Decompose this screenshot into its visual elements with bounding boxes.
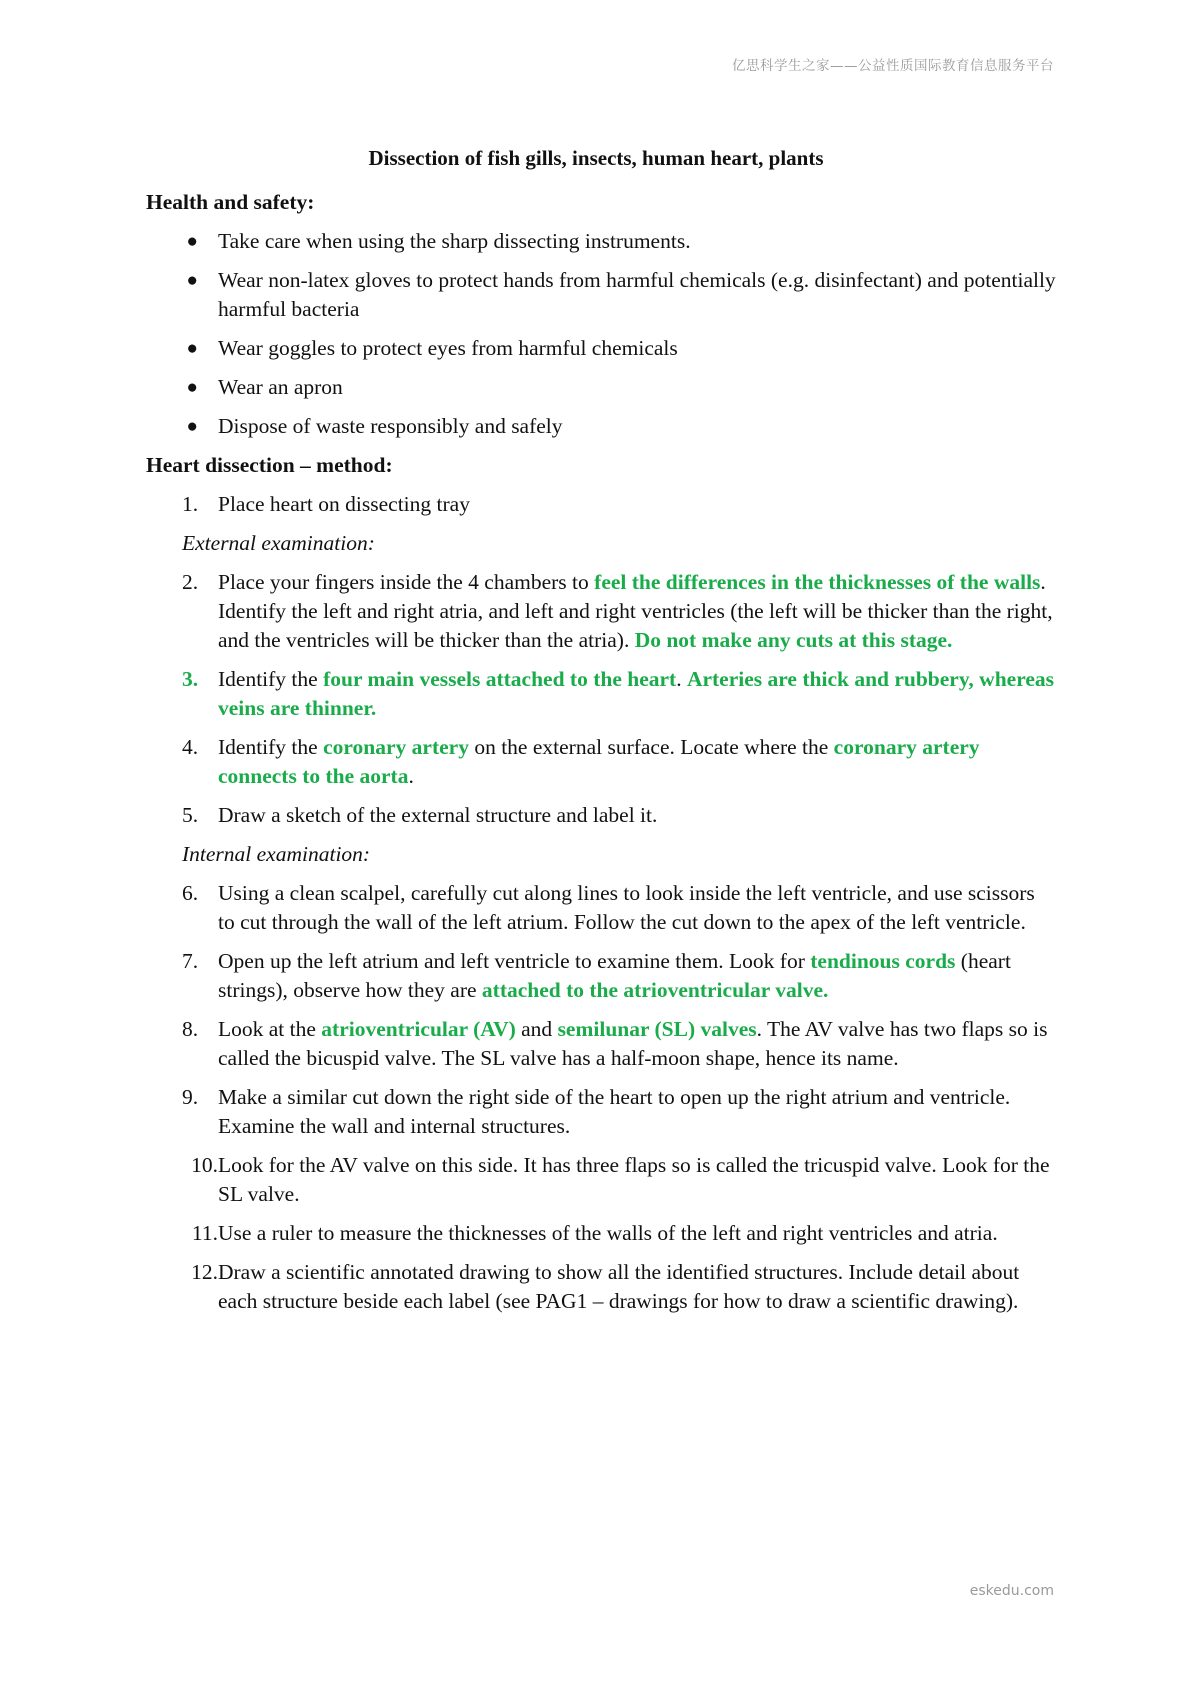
document-body	[146, 182, 1056, 1326]
health-heading: Health and safety:	[146, 190, 315, 214]
step-9: 9. Make a similar cut down the right side of the heart to open up the right atrium and ventricle. Examine the wall and internal structures.	[182, 1085, 1011, 1138]
step-5: 5. Draw a sketch of the external structure and label it.	[182, 803, 658, 827]
step-3: 3. Identify the four main vessels attached to the heart. Arteries are thick and rubbery, whereas veins are thinner.	[182, 667, 1055, 720]
page-header: 亿思科学生之家——公益性质国际教育信息服务平台	[732, 58, 1054, 74]
page-footer: eskedu.com	[969, 1583, 1054, 1599]
external-subheading: External examination:	[182, 531, 375, 555]
step-12: 12. Draw a scientific annotated drawing to show all the identified structures. Include detail about each structure beside each label (see PAG1 – drawings for how to draw a scientific drawing).	[191, 1260, 1020, 1313]
bullet-icon: ●	[186, 377, 198, 398]
step-1: 1. Place heart on dissecting tray	[182, 492, 470, 516]
step-4: 4. Identify the coronary artery on the external surface. Locate where the coronary artery connects to the aorta.	[182, 735, 980, 788]
list-item: ● Dispose of waste responsibly and safely	[146, 412, 1056, 441]
step-10: 10. Look for the AV valve on this side. It has three flaps so is called the tricuspid valve. Look for the SL valve.	[191, 1153, 1050, 1206]
step-8: 8. Look at the atrioventricular (AV) and semilunar (SL) valves. The AV valve has two flaps so is called the bicuspid valve. The SL valve has a half-moon shape, hence its name.	[182, 1017, 1048, 1070]
bullet-icon: ●	[186, 416, 198, 437]
list-item: ● Wear goggles to protect eyes from harmful chemicals	[146, 334, 1056, 363]
step-11: 11. Use a ruler to measure the thicknesses of the walls of the left and right ventricles and atria.	[191, 1221, 998, 1245]
bullet-icon: ●	[186, 338, 198, 359]
list-item: ● Take care when using the sharp dissecting instruments.	[146, 227, 1056, 256]
step-6: 6. Using a clean scalpel, carefully cut along lines to look inside the left ventricle, and use scissors to cut through the wall of the left atrium. Follow the cut down to the apex of the left ventricle.	[182, 881, 1035, 934]
document-title: Dissection of fish gills, insects, human heart, plants	[368, 146, 824, 170]
list-item: ● Wear non-latex gloves to protect hands from harmful chemicals (e.g. disinfectant) and potentially harmful bacteria	[146, 266, 1056, 324]
bullet-icon: ●	[186, 231, 198, 252]
method-heading: Heart dissection – method:	[146, 453, 393, 477]
internal-subheading: Internal examination:	[182, 842, 371, 866]
list-item: ● Wear an apron	[146, 373, 1056, 402]
bullet-icon: ●	[186, 270, 198, 291]
step-7: 7. Open up the left atrium and left ventricle to examine them. Look for tendinous cords (heart strings), observe how they are attached to the atrioventricular valve.	[182, 949, 1011, 1002]
step-2: 2. Place your fingers inside the 4 chambers to feel the differences in the thicknesses of the walls. Identify the left and right atria, and left and right ventricles (the left will be thicker than the right, and the ventricles will be thicker than the atria). Do not make any cuts at this stage.	[182, 570, 1053, 652]
